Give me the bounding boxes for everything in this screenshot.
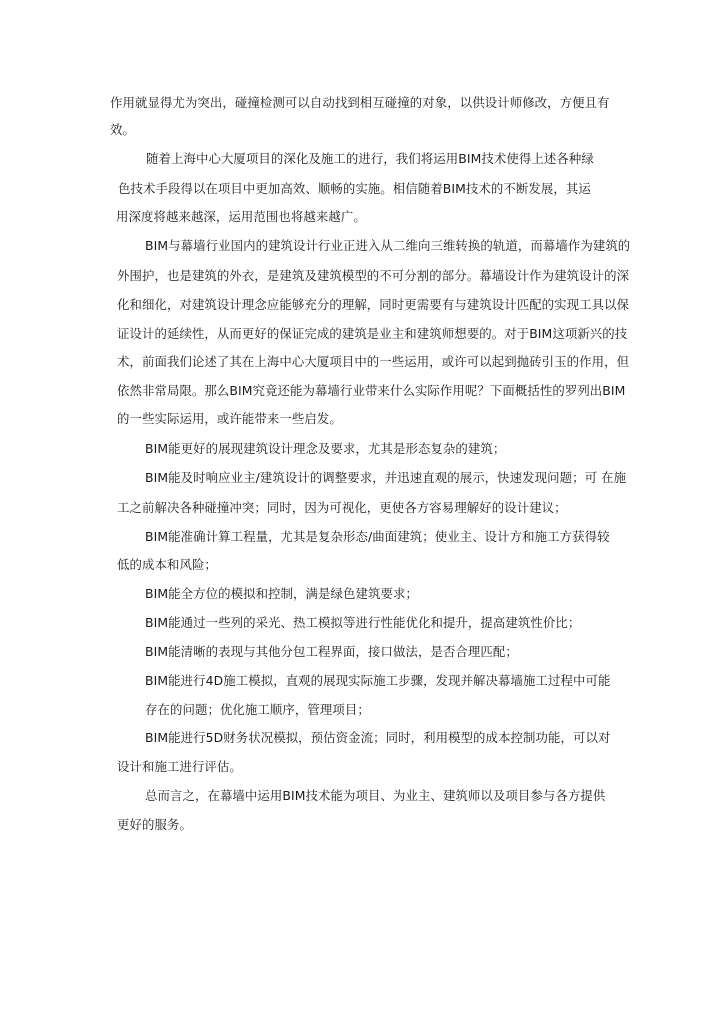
text-line: 依然非常局限。那么BIM究竟还能为幕墙行业带来什么实际作用呢？下面概括性的罗列出BIM (117, 383, 626, 398)
text-line: BIM能进行5D财务状况模拟，预估资金流；同时，利用模型的成本控制功能，可以对 (145, 730, 611, 745)
text-line: 更好的服务。 (117, 817, 192, 832)
text-line: BIM能及时响应业主/建筑设计的调整要求，并迅速直观的展示，快速发现问题；可 在施 (145, 470, 627, 485)
text-line: 证设计的延续性，从而更好的保证完成的建筑是业主和建筑师想要的。对于BIM这项新兴的技 (117, 326, 628, 341)
text-line: BIM能通过一些列的采光、热工模拟等进行性能优化和提升，提高建筑性价比； (145, 615, 581, 630)
text-line: 低的成本和风险； (117, 557, 217, 572)
text-line: 的一些实际运用，或许能带来一些启发。 (117, 411, 342, 426)
text-line: 工之前解决各种碰撞冲突；同时，因为可视化，更使各方容易理解好的设计建议； (117, 500, 567, 515)
text-line: BIM能更好的展现建筑设计理念及要求，尤其是形态复杂的建筑； (145, 441, 506, 456)
text-line: 术，前面我们论述了其在上海中心大厦项目中的一些运用，或许可以起到抛砖引玉的作用，但 (117, 354, 630, 369)
text-line: 外围护，也是建筑的外衣，是建筑及建筑模型的不可分割的部分。幕墙设计作为建筑设计的深 (117, 268, 630, 283)
text-line: 设计和施工进行评估。 (117, 759, 242, 774)
text-line: 化和细化，对建筑设计理念应能够充分的理解，同时更需要有与建筑设计匹配的实现工具以保 (117, 297, 630, 312)
text-line: BIM能进行4D施工模拟，直观的展现实际施工步骤，发现并解决幕墙施工过程中可能 (145, 673, 611, 688)
text-line: 用深度将越来越深，运用范围也将越来越广。 (116, 209, 366, 224)
text-line: 作用就显得尤为突出，碰撞检测可以自动找到相互碰撞的对象，以供设计师修改，方便且有 (110, 95, 610, 110)
text-line: BIM与幕墙行业国内的建筑设计行业正进入从二维向三维转换的轨道，而幕墙作为建筑的 (145, 238, 631, 253)
text-line: 存在的问题；优化施工顺序，管理项目； (145, 702, 370, 717)
text-line: 随着上海中心大厦项目的深化及施工的进行，我们将运用BIM技术使得上述各种绿 (146, 151, 594, 166)
text-line: 色技术手段得以在项目中更加高效、顺畅的实施。相信随着BIM技术的不断发展，其运 (118, 181, 591, 196)
text-line: 效。 (110, 122, 135, 137)
text-line: BIM能清晰的表现与其他分包工程界面，接口做法，是否合理匹配； (145, 644, 518, 659)
text-line: 总而言之，在幕墙中运用BIM技术能为项目、为业主、建筑师以及项目参与各方提供 (145, 788, 606, 803)
text-line: BIM能全方位的模拟和控制，满是绿色建筑要求； (145, 586, 418, 601)
text-line: BIM能准确计算工程量，尤其是复杂形态/曲面建筑；使业主、设计方和施工方获得较 (145, 529, 610, 544)
